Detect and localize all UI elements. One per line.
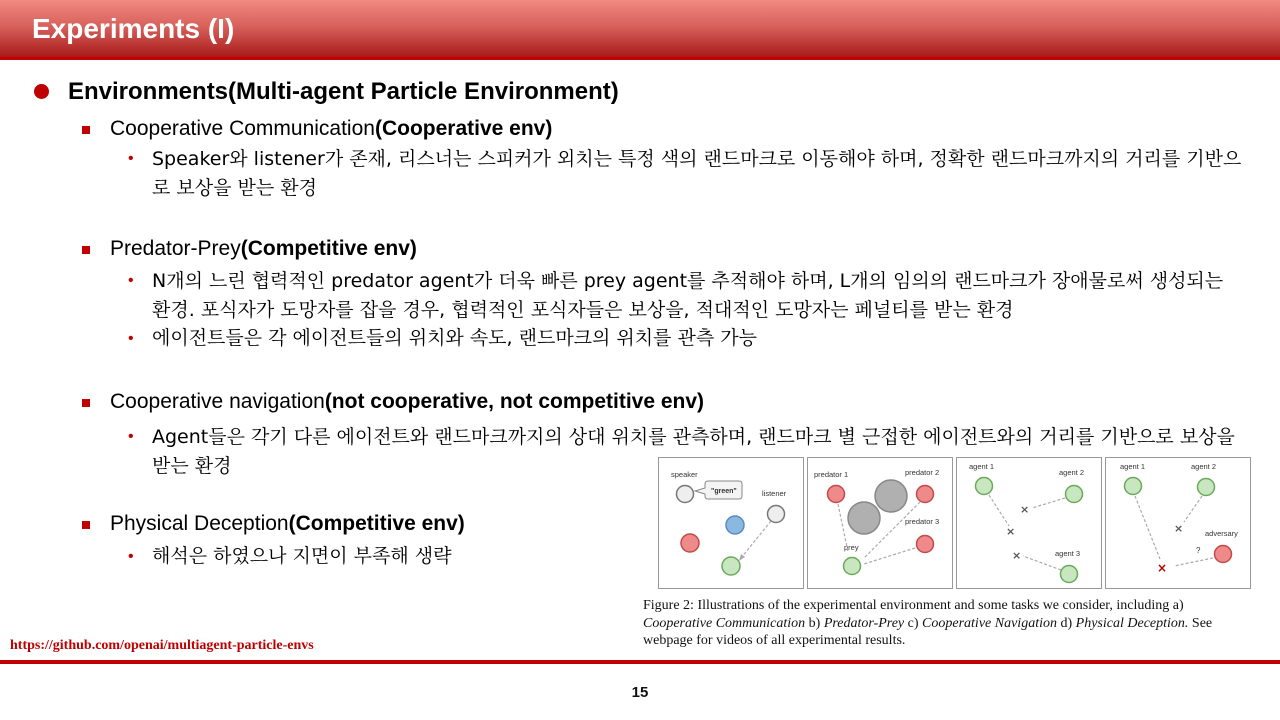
landmark-blue [726,516,744,534]
environment-figure [658,457,1252,589]
figure-caption [643,597,1273,650]
section-bullet-icon [82,399,90,407]
agent1-path-arrow [1135,496,1160,559]
adversary-label: adversary [1205,529,1238,538]
adversary-path-arrow [1174,558,1213,566]
predator3-agent [917,536,934,553]
landmark-green [722,557,740,575]
caption-text: d) [1056,615,1076,631]
arrowhead [739,554,745,561]
caption-italic: Physical Deception. [1075,615,1189,631]
section-tag: (Competitive env) [240,237,417,260]
caption-text: b) [805,615,824,631]
landmark-large [875,480,907,512]
section-cooperative-navigation [110,390,704,414]
agent1 [1125,478,1142,495]
sub-bullet-icon: • [128,272,134,289]
section-cooperative-communication [110,117,552,141]
landmark-large [848,502,880,534]
agent1 [976,478,993,495]
decoy-landmark-x-icon: × [1174,522,1184,535]
github-link[interactable]: https://github.com/openai/multiagent-particle-envs [10,638,314,653]
landmark-x-icon: × [1012,549,1022,562]
environments-heading: Environments(Multi-agent Particle Environment) [68,78,619,105]
prey-label: prey [844,543,859,552]
agent2 [1066,486,1083,503]
unknown-mark: ? [1196,546,1201,555]
agent2-path-arrow [1184,496,1202,522]
section-name: Physical Deception [110,512,289,535]
agent2 [1198,479,1215,496]
section-physical-deception [110,512,465,536]
agent3-path-arrow [1023,556,1061,570]
sub-bullet-text: Agent들은 각기 다른 에이전트와 랜드마크까지의 상대 위치를 관측하며, 랜드마크 별 근접한 에이전트와의 거리를 기반으로 보상을 받는 환경 [152,426,1235,477]
agent2-path-arrow [1032,498,1065,508]
caption-text: c) [904,615,923,631]
landmark-x-icon: × [1006,525,1016,538]
speech-bubble-text: "green" [711,488,737,495]
panel-cooperative-communication [658,457,804,589]
section-name: Cooperative Communication [110,117,375,140]
page-number: 15 [631,684,649,701]
section-bullet-icon [82,126,90,134]
caption-italic: Predator-Prey [823,615,905,631]
section-tag: (Cooperative env) [374,117,553,140]
caption-line-3: webpage for videos of all experimental results. [643,633,906,648]
sub-bullet-text: Speaker와 listener가 존재, 리스너는 스피커가 외치는 특정 색의 랜드마크로 이동해야 하며, 정확한 랜드마크까지의 거리를 기반으로 보상을 받는 환경 [152,148,1242,199]
sub-bullet-icon: • [128,330,134,347]
target-landmark-x-icon: × [1157,561,1168,575]
agent3 [1061,566,1078,583]
predator2-agent [917,486,934,503]
section-name: Predator-Prey [110,237,241,260]
caption-line-1: Figure 2: Illustrations of the experimental environment and some tasks we consider, including a) [643,598,1184,613]
predator3-label: predator 3 [905,517,940,526]
section-bullet-icon [82,521,90,529]
landmark-x-icon: × [1020,503,1030,516]
panel-d-diagram [1106,458,1250,588]
section-bullet-icon [82,246,90,254]
listener-path-arrow [741,521,771,558]
caption-italic: Cooperative Communication [643,615,806,631]
panel-b-diagram [808,458,952,588]
section-name: Cooperative navigation [110,390,325,413]
predator1-path-arrow [838,504,848,552]
caption-italic: Cooperative Navigation [922,615,1057,631]
speaker-agent [677,486,694,503]
sub-bullet-text: 해석은 하였으나 지면이 부족해 생략 [152,545,452,567]
slide-title: Experiments (I) [32,13,235,44]
panel-a-diagram [659,458,803,588]
panel-c-diagram [957,458,1101,588]
predator2-label: predator 2 [905,468,940,477]
sub-bullet-icon: • [128,428,134,445]
title-bar [0,0,1280,60]
sub-bullet-text: 에이전트들은 각 에이전트들의 위치와 속도, 랜드마크의 위치를 관측 가능 [152,327,757,349]
panel-physical-deception [1105,457,1251,589]
landmark-red [681,534,699,552]
section-tag: (Competitive env) [288,512,465,535]
agent3-label: agent 3 [1055,549,1081,558]
listener-agent [768,506,785,523]
prey-agent [844,558,861,575]
caption-text: See [1188,615,1213,631]
section-tag: (not cooperative, not competitive env) [324,390,705,413]
agent1-path-arrow [989,495,1009,526]
speaker-label: speaker [671,470,698,479]
panel-predator-prey [807,457,953,589]
sub-bullet-icon: • [128,150,134,167]
footer-divider [0,660,1280,664]
heading-bullet-icon [34,84,49,99]
listener-label: listener [762,489,787,498]
panel-cooperative-navigation [956,457,1102,589]
sub-bullet-icon: • [128,548,134,565]
agent2-label: agent 2 [1059,468,1085,477]
predator3-path-arrow [864,548,915,564]
section-predator-prey [110,237,417,261]
predator1-label: predator 1 [814,470,849,479]
adversary-agent [1215,546,1232,563]
caption-line-2 [643,615,1273,633]
predator1-agent [828,486,845,503]
agent1-label: agent 1 [969,462,995,471]
agent2-label: agent 2 [1191,462,1217,471]
sub-bullet-text: N개의 느린 협력적인 predator agent가 더욱 빠른 prey agent를 추적해야 하며, L개의 임의의 랜드마크가 장애물로써 생성되는 환경. 포식자가 도망자를 잡을 경우, 협력적인 포식자들은 보상을, 적대적인 도망자는 페널티를 받는 환경 [152,270,1224,321]
agent1-label: agent 1 [1120,462,1146,471]
